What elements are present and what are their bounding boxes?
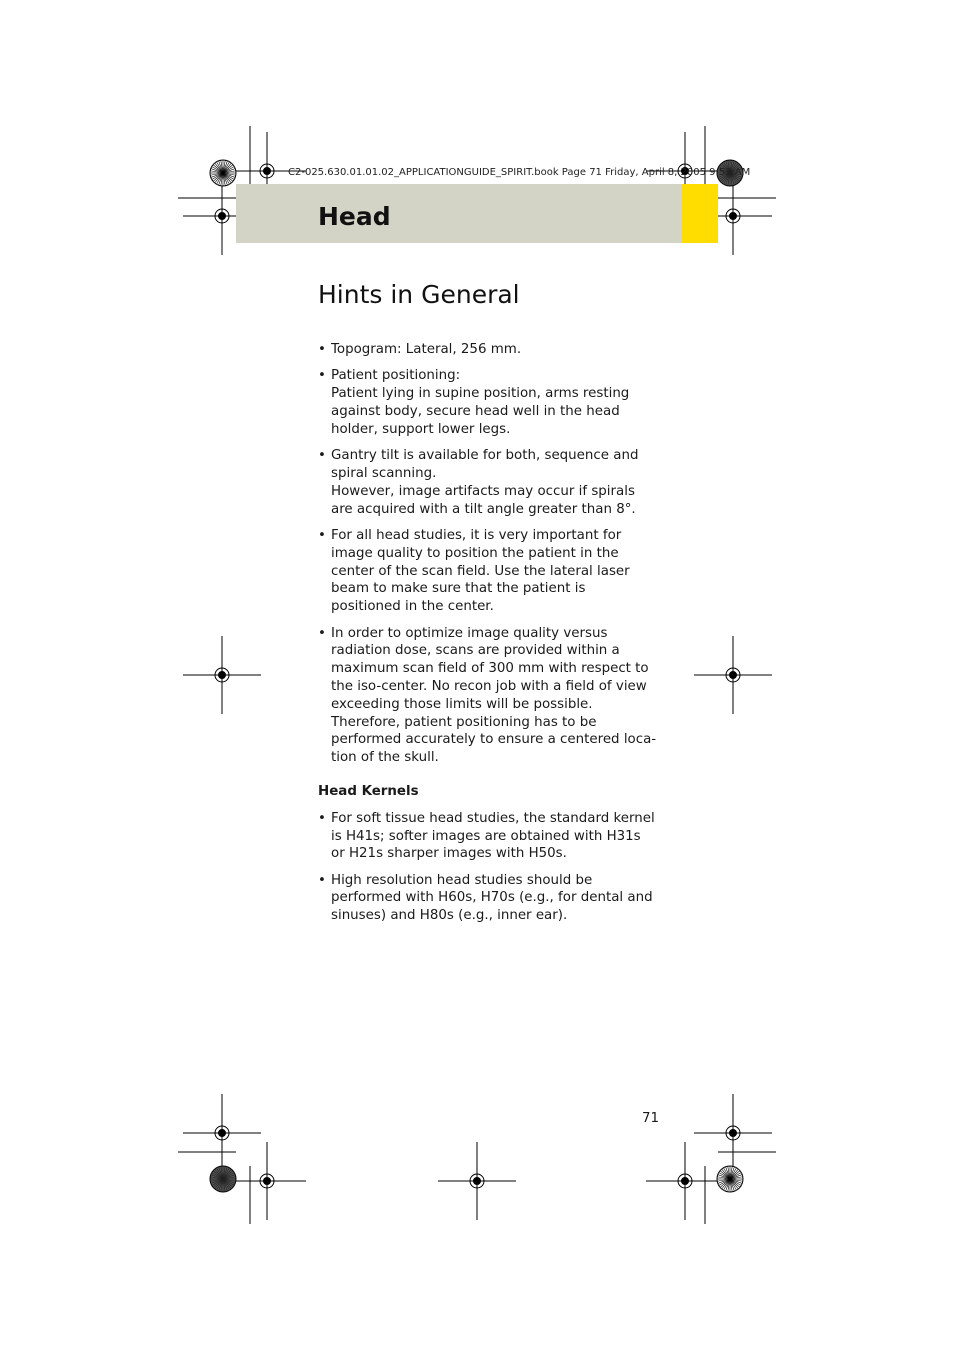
book-header-line: C2-025.630.01.01.02_APPLICATIONGUIDE_SPIRIT.book Page 71 Friday, April 8, 2005 9:53 AM — [288, 167, 751, 178]
crosshair-target-icon — [183, 1094, 261, 1172]
kernels-list — [318, 810, 658, 925]
list-item — [318, 447, 658, 518]
crosshair-target-icon — [183, 636, 261, 714]
crosshair-target-icon — [228, 1142, 306, 1220]
list-item-text: Patient lying in supine position, arms resting against body, secure head well in the head holder, support lower legs. — [331, 386, 630, 437]
crosshair-target-icon — [694, 1094, 772, 1172]
chapter-title: Head — [318, 202, 391, 231]
list-item-text: • In order to optimize image quality versus radiation dose, scans are provided within a maximum scan field of 300 mm with respect to the iso-center. No recon job with a field of view exceeding those limits will be possible. Therefore, patient positioning has to be performed accurately to ensure a centered loca-tion of the skull. — [331, 625, 657, 766]
registration-starburst-icon — [210, 1166, 236, 1192]
list-item — [318, 872, 658, 925]
list-item-text: However, image artifacts may occur if spirals are acquired with a tilt angle greater than 8°. — [331, 483, 636, 517]
list-item-text: • Patient positioning: — [331, 368, 461, 384]
general-hints-list — [318, 341, 658, 767]
chapter-tab — [682, 184, 718, 243]
list-item — [318, 527, 658, 616]
list-item-text: • High resolution head studies should be performed with H60s, H70s (e.g., for dental and sinuses) and H80s (e.g., inner ear). — [331, 872, 653, 924]
crosshair-target-icon — [694, 636, 772, 714]
list-item-text: • For all head studies, it is very important for image quality to position the patient in the center of the scan field. Use the lateral laser beam to make sure that the patient is positioned in the center. — [331, 527, 630, 615]
page-number: 71 — [642, 1111, 660, 1126]
list-item-text: • Topogram: Lateral, 256 mm. — [331, 342, 522, 357]
section-title: Hints in General — [318, 280, 520, 309]
chapter-band — [236, 184, 682, 243]
crosshair-target-icon — [646, 1142, 724, 1220]
registration-starburst-icon — [210, 160, 236, 186]
list-item — [318, 810, 658, 863]
crosshair-target-icon — [438, 1142, 516, 1220]
registration-starburst-icon — [717, 1166, 743, 1192]
list-item — [318, 625, 658, 767]
list-item-text: • Gantry tilt is available for both, sequence and spiral scanning. — [331, 448, 639, 481]
list-item-text: • For soft tissue head studies, the standard kernel is H41s; softer images are obtained with H31s or H21s sharper images with H50s. — [331, 810, 655, 862]
list-item — [318, 341, 658, 359]
main-content — [318, 341, 658, 934]
list-item — [318, 367, 658, 438]
kernels-heading: Head Kernels — [318, 783, 419, 799]
